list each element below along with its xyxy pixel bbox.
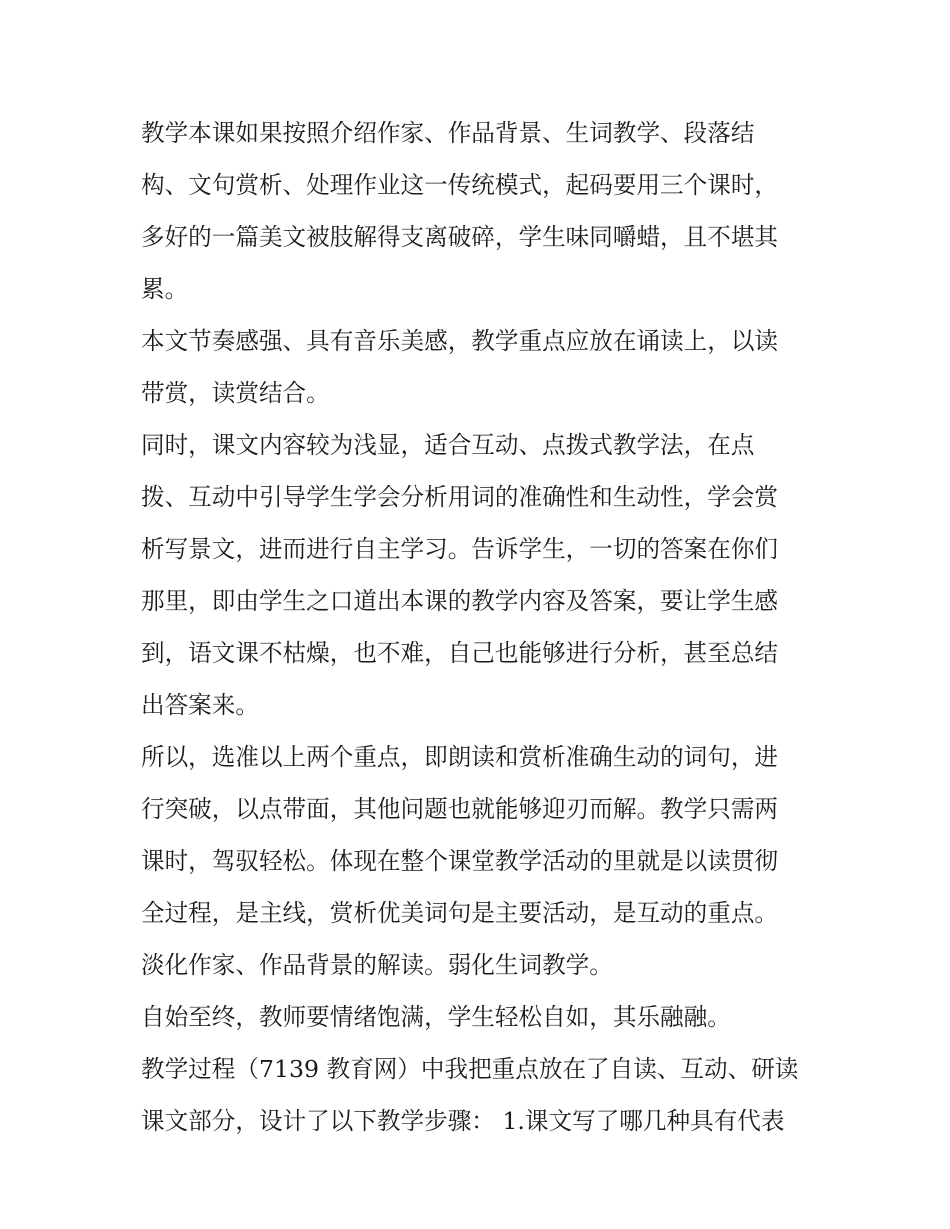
text-line: 累。 (141, 275, 189, 303)
text-line: 自始至终，教师要情绪饱满，学生轻松自如，其乐融融。 (141, 1003, 731, 1031)
text-line: 教学过程（7139 教育网）中我把重点放在了自读、互动、研读 (141, 1055, 799, 1083)
text-line: 行突破，以点带面，其他问题也就能够迎刃而解。教学只需两 (141, 795, 779, 823)
text-line: 淡化作家、作品背景的解读。弱化生词教学。 (141, 951, 613, 979)
text-line: 课时，驾驭轻松。体现在整个课堂教学活动的里就是以读贯彻 (141, 847, 779, 875)
text-line: 构、文句赏析、处理作业这一传统模式，起码要用三个课时， (141, 171, 779, 199)
text-line: 教学本课如果按照介绍作家、作品背景、生词教学、段落结 (141, 119, 755, 147)
text-line: 多好的一篇美文被肢解得支离破碎，学生味同嚼蜡，且不堪其 (141, 223, 779, 251)
text-line: 带赏，读赏结合。 (141, 379, 330, 407)
text-line: 拨、互动中引导学生学会分析用词的准确性和生动性，学会赏 (141, 483, 779, 511)
text-line: 本文节奏感强、具有音乐美感，教学重点应放在诵读上，以读 (141, 327, 779, 355)
text-line: 到，语文课不枯燥，也不难，自己也能够进行分析，甚至总结 (141, 639, 779, 667)
text-line: 出答案来。 (141, 691, 259, 719)
text-line: 所以，选准以上两个重点，即朗读和赏析准确生动的词句，进 (141, 743, 779, 771)
text-line: 课文部分，设计了以下教学步骤： 1.课文写了哪几种具有代表 (141, 1107, 785, 1135)
document-body (141, 107, 813, 1147)
text-line: 全过程，是主线，赏析优美词句是主要活动，是互动的重点。 (141, 899, 779, 927)
text-line: 同时，课文内容较为浅显，适合互动、点拨式教学法，在点 (141, 431, 755, 459)
text-line: 析写景文，进而进行自主学习。告诉学生，一切的答案在你们 (141, 535, 779, 563)
text-line: 那里，即由学生之口道出本课的教学内容及答案，要让学生感 (141, 587, 779, 615)
